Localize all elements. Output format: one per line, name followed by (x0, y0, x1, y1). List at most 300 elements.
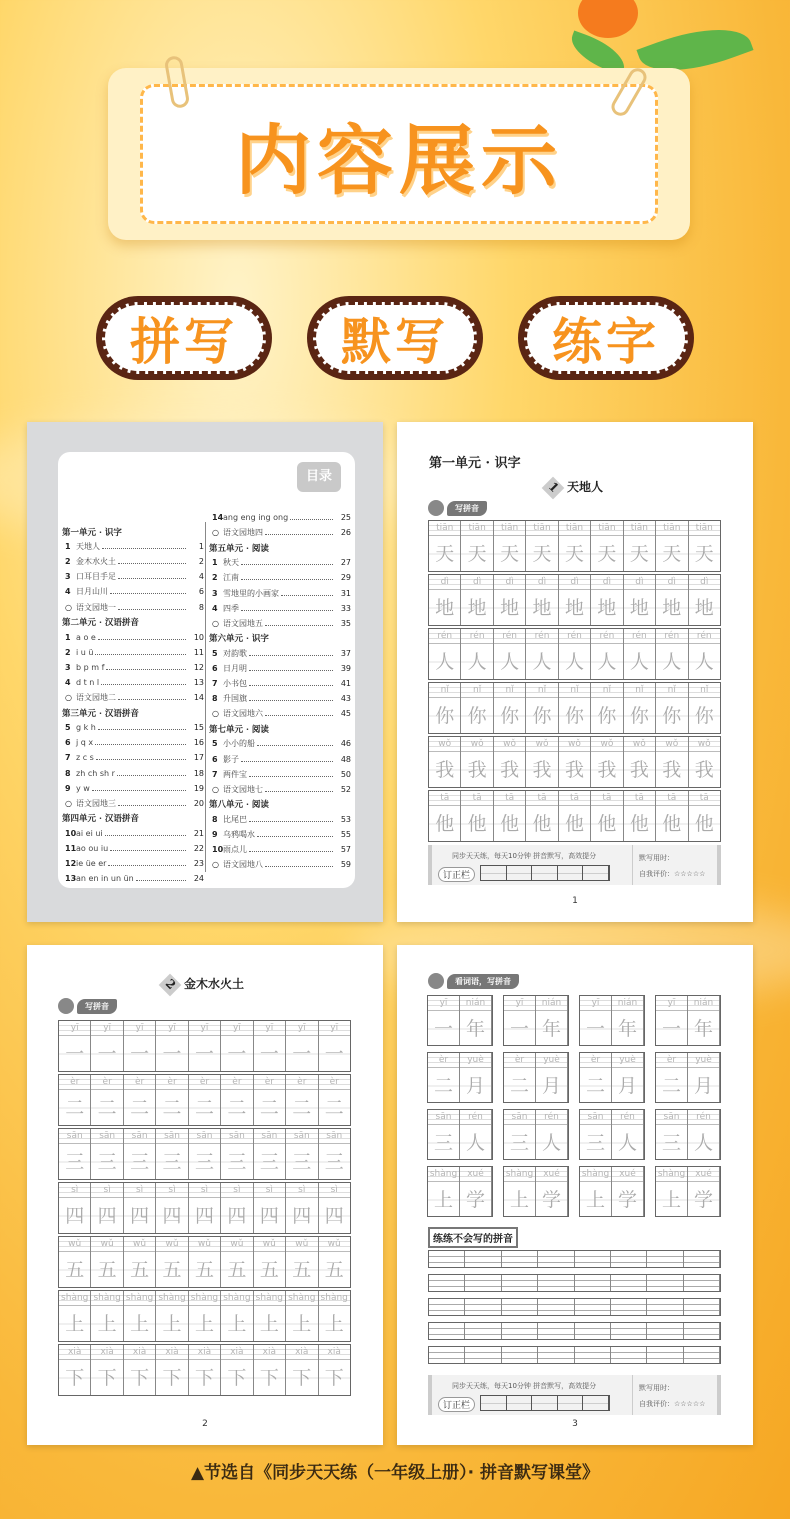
toc-leader-dots (108, 861, 186, 866)
writing-cell (91, 1075, 123, 1125)
writing-cell (319, 1183, 350, 1233)
toc-leader-dots (92, 786, 186, 791)
character-guide: 二 (189, 1090, 220, 1126)
toc-entry-number: 6 (65, 738, 71, 748)
writing-cell (428, 996, 460, 1045)
character-guide: 你 (526, 698, 557, 734)
character-guide: 一 (189, 1036, 220, 1072)
toc-entry-page: 26 (340, 528, 351, 538)
toc-entry-page: 55 (340, 830, 351, 840)
grid-row (428, 574, 721, 626)
writing-cell (526, 791, 558, 841)
writing-cell (254, 1021, 286, 1071)
toc-leader-dots (265, 621, 333, 626)
writing-cell (559, 737, 591, 787)
writing-cell (536, 996, 568, 1045)
writing-cell (221, 1021, 253, 1071)
pinyin-guide: èr (189, 1075, 220, 1090)
character-guide: 一 (221, 1036, 252, 1072)
toc-entry-page: 41 (340, 679, 351, 689)
character-guide: 我 (494, 752, 525, 788)
writing-cell (461, 791, 493, 841)
toc-leader-dots (241, 575, 333, 580)
word-box (579, 1166, 645, 1217)
pinyin-guide: tiān (624, 521, 655, 536)
character-guide: 三 (286, 1144, 317, 1180)
pinyin-guide: wǔ (221, 1237, 252, 1252)
writing-cell (688, 1110, 720, 1159)
pinyin-guide: shàng (656, 1167, 687, 1182)
toc-entry-label: 语文园地五 (223, 618, 263, 628)
toc-entry-page: 4 (198, 572, 204, 582)
toc-entry-number: 4 (65, 677, 71, 687)
toc-entry-label: 语文园地六 (223, 709, 263, 719)
character-guide: 我 (429, 752, 460, 788)
toc-entry-label: 影子 (223, 754, 239, 764)
toc-entry-page: 50 (340, 769, 351, 779)
character-guide: 四 (319, 1198, 350, 1234)
toc-entry-number: ○ (65, 693, 72, 703)
writing-cell (559, 629, 591, 679)
character-guide: 下 (91, 1360, 122, 1396)
writing-cell (688, 1053, 720, 1102)
pinyin-guide: sì (189, 1183, 220, 1198)
pinyin-guide: nǐ (624, 683, 655, 698)
page-number: 2 (202, 1419, 208, 1429)
toc-entry (209, 570, 351, 585)
character-guide: 二 (221, 1090, 252, 1126)
character-guide: 三 (189, 1144, 220, 1180)
character-guide: 二 (319, 1090, 350, 1126)
pinyin-guide: xià (156, 1345, 187, 1360)
writing-cell (189, 1345, 221, 1395)
toc-entry (62, 796, 204, 811)
pill-pinyin-writing: 拼写 (96, 296, 272, 380)
pinyin-guide: dì (689, 575, 720, 590)
toc-leader-dots (281, 591, 333, 596)
toc-entry-number: 10 (212, 845, 224, 855)
character-guide: 四 (221, 1198, 252, 1234)
pinyin-guide: xué (536, 1167, 567, 1182)
character-guide: 他 (591, 806, 622, 842)
writing-cell (189, 1021, 221, 1071)
toc-entry-label: y w (76, 783, 90, 793)
word-box (579, 995, 645, 1046)
writing-cell (59, 1183, 91, 1233)
toc-entry-page: 39 (340, 663, 351, 673)
character-guide: 上 (504, 1182, 535, 1218)
pinyin-guide: rén (624, 629, 655, 644)
word-box (503, 1052, 569, 1103)
character-guide: 一 (156, 1036, 187, 1072)
pinyin-guide: sān (221, 1129, 252, 1144)
character-guide: 人 (559, 644, 590, 680)
writing-cell (591, 683, 623, 733)
writing-cell (124, 1075, 156, 1125)
character-guide: 你 (494, 698, 525, 734)
pinyin-guide: wǒ (461, 737, 492, 752)
character-guide: 学 (612, 1182, 643, 1218)
pinyin-guide: wǒ (559, 737, 590, 752)
writing-cell (124, 1129, 156, 1179)
writing-cell (461, 521, 493, 571)
toc-entry-number: 13 (65, 874, 77, 884)
writing-cell (91, 1237, 123, 1287)
writing-cell (504, 996, 536, 1045)
writing-cell (461, 629, 493, 679)
toc-entry (209, 691, 351, 706)
writing-cell (189, 1129, 221, 1179)
toc-entry (62, 554, 204, 569)
character-guide: 下 (59, 1360, 90, 1396)
pinyin-guide: rén (429, 629, 460, 644)
writing-cell (286, 1129, 318, 1179)
four-line-row (428, 1346, 721, 1364)
writing-cell (526, 683, 558, 733)
caption: ▲节选自《同步天天练（一年级上册）· 拼音默写课堂》 (191, 1463, 599, 1483)
toc-entry-page: 25 (340, 513, 351, 523)
pinyin-guide: shàng (124, 1291, 155, 1306)
writing-cell (504, 1110, 536, 1159)
kid-icon (428, 500, 444, 516)
pinyin-guide: sān (189, 1129, 220, 1144)
character-guide: 下 (286, 1360, 317, 1396)
pinyin-guide: nǐ (429, 683, 460, 698)
character-guide: 地 (429, 590, 460, 626)
toc-entry-page: 57 (340, 845, 351, 855)
pinyin-guide: dì (494, 575, 525, 590)
toc-entry-label: ai ei ui (76, 828, 103, 838)
toc-entry-number: 7 (212, 769, 218, 779)
grid-row (428, 790, 721, 842)
toc-entry-page: 53 (340, 814, 351, 824)
writing-cell (536, 1110, 568, 1159)
writing-cell (59, 1291, 91, 1341)
word-box (579, 1109, 645, 1160)
character-guide: 上 (156, 1306, 187, 1342)
writing-cell (254, 1291, 286, 1341)
pinyin-guide: tiān (461, 521, 492, 536)
toc-entry (62, 645, 204, 660)
page-number: 3 (572, 1419, 578, 1429)
toc-page (27, 422, 383, 922)
pinyin-guide: wǔ (286, 1237, 317, 1252)
character-guide: 二 (91, 1090, 122, 1126)
toc-entry-page: 10 (193, 632, 204, 642)
toc-entry-label: 秋天 (223, 558, 239, 568)
pinyin-guide: wǒ (429, 737, 460, 752)
character-guide: 二 (428, 1068, 459, 1104)
pinyin-guide: èr (156, 1075, 187, 1090)
pinyin-guide: dì (656, 575, 687, 590)
pinyin-guide: wǒ (624, 737, 655, 752)
toc-entry-label: 日月明 (223, 663, 247, 673)
writing-cell (591, 791, 623, 841)
writing-cell (624, 791, 656, 841)
toc-leader-dots (249, 772, 333, 777)
toc-unit-heading: 第一单元 · 识字 (62, 527, 122, 538)
toc-entry-label: 语文园地七 (223, 784, 263, 794)
toc-entry-label: 雨点儿 (223, 845, 247, 855)
pinyin-guide: shàng (91, 1291, 122, 1306)
character-guide: 五 (286, 1252, 317, 1288)
writing-cell (656, 737, 688, 787)
character-guide: 三 (319, 1144, 350, 1180)
toc-entry-label: i u ü (76, 647, 94, 657)
toc-entry (209, 827, 351, 842)
toc-leader-dots (101, 680, 186, 685)
character-guide: 二 (504, 1068, 535, 1104)
character-guide: 你 (624, 698, 655, 734)
writing-cell (254, 1237, 286, 1287)
toc-leader-dots (96, 755, 186, 760)
writing-cell (689, 521, 720, 571)
toc-unit-heading: 第五单元 · 阅读 (209, 543, 269, 554)
character-guide: 一 (656, 1011, 687, 1047)
pinyin-guide: shàng (59, 1291, 90, 1306)
toc-entry (209, 661, 351, 676)
writing-cell (189, 1183, 221, 1233)
writing-cell (656, 996, 688, 1045)
grid-row (58, 1128, 351, 1180)
pinyin-guide: èr (504, 1053, 535, 1068)
character-guide: 天 (429, 536, 460, 572)
character-guide: 三 (59, 1144, 90, 1180)
writing-cell (656, 1053, 688, 1102)
grid-row (58, 1344, 351, 1396)
toc-entry-number: 6 (212, 754, 218, 764)
section-header: 看词语，写拼音 (428, 973, 519, 989)
grid-row (428, 682, 721, 734)
toc-leader-dots (98, 725, 186, 730)
banner-title: 内容展示 (235, 115, 563, 205)
workbook-page-3 (397, 945, 753, 1445)
toc-entry-number: ○ (212, 528, 219, 538)
toc-leader-dots (290, 515, 333, 520)
pinyin-guide: shàng (580, 1167, 611, 1182)
toc-entry-page: 8 (198, 602, 204, 612)
pinyin-guide: rén (536, 1110, 567, 1125)
pinyin-guide: xià (59, 1345, 90, 1360)
toc-entry-number: ○ (212, 709, 219, 719)
toc-entry-label: 四季 (223, 603, 239, 613)
toc-entry-label: 语文园地八 (223, 860, 263, 870)
writing-cell (429, 791, 461, 841)
pinyin-guide: tā (526, 791, 557, 806)
unit-title: 第一单元 · 识字 (429, 456, 521, 471)
pinyin-guide: yuè (536, 1053, 567, 1068)
pinyin-guide: rén (526, 629, 557, 644)
character-guide: 人 (688, 1125, 719, 1161)
writing-cell (656, 521, 688, 571)
character-guide: 下 (124, 1360, 155, 1396)
toc-leader-dots (118, 574, 186, 579)
toc-entry-label: ie üe er (76, 859, 107, 869)
writing-cell (688, 1167, 720, 1216)
toc-entry-number: 11 (65, 844, 77, 854)
pinyin-guide: tiān (591, 521, 622, 536)
character-guide: 下 (189, 1360, 220, 1396)
pinyin-guide: shàng (428, 1167, 459, 1182)
four-line-row (428, 1322, 721, 1340)
pill-dictation: 默写 (307, 296, 483, 380)
writing-cell (461, 575, 493, 625)
word-box (427, 1166, 493, 1217)
toc-entry-label: a o e (76, 632, 96, 642)
toc-leader-dots (241, 757, 333, 762)
toc-entry-number: 6 (212, 663, 218, 673)
pinyin-guide: yī (124, 1021, 155, 1036)
writing-cell (494, 737, 526, 787)
pinyin-guide: sān (254, 1129, 285, 1144)
writing-cell (221, 1183, 253, 1233)
kid-icon (58, 998, 74, 1014)
character-guide: 二 (656, 1068, 687, 1104)
toc-badge: 目录 (297, 462, 341, 492)
character-guide: 四 (91, 1198, 122, 1234)
word-box (503, 995, 569, 1046)
toc-entry (209, 752, 351, 767)
pinyin-guide: nǐ (526, 683, 557, 698)
writing-cell (91, 1345, 123, 1395)
pinyin-guide: shàng (221, 1291, 252, 1306)
pinyin-guide: wǔ (91, 1237, 122, 1252)
writing-cell (689, 575, 720, 625)
character-guide: 他 (494, 806, 525, 842)
toc-leader-dots (249, 651, 333, 656)
four-line-row (428, 1250, 721, 1268)
writing-cell (319, 1129, 350, 1179)
writing-cell (526, 629, 558, 679)
writing-cell (624, 575, 656, 625)
pinyin-guide: rén (612, 1110, 643, 1125)
pinyin-guide: nǐ (656, 683, 687, 698)
toc-entry (209, 525, 351, 540)
character-guide: 人 (591, 644, 622, 680)
toc-entry-number: ○ (65, 602, 72, 612)
writing-cell (689, 683, 720, 733)
character-guide: 你 (559, 698, 590, 734)
toc-entry-label: 江南 (223, 573, 239, 583)
character-guide: 我 (624, 752, 655, 788)
character-guide: 五 (156, 1252, 187, 1288)
character-guide: 我 (689, 752, 720, 788)
grid-row (58, 1020, 351, 1072)
toc-entry-number: 12 (65, 859, 77, 869)
writing-cell (536, 1167, 568, 1216)
pinyin-guide: xué (612, 1167, 643, 1182)
toc-leader-dots (249, 696, 333, 701)
character-guide: 上 (221, 1306, 252, 1342)
pinyin-guide: wǔ (254, 1237, 285, 1252)
toc-unit-heading: 第四单元 · 汉语拼音 (62, 814, 139, 825)
character-guide: 你 (429, 698, 460, 734)
toc-entry-page: 59 (340, 860, 351, 870)
character-guide: 地 (461, 590, 492, 626)
writing-cell (189, 1237, 221, 1287)
character-guide: 天 (559, 536, 590, 572)
toc-entry-number: 9 (212, 830, 218, 840)
pinyin-guide: wǒ (526, 737, 557, 752)
writing-cell (286, 1291, 318, 1341)
character-guide: 人 (624, 644, 655, 680)
character-guide: 你 (591, 698, 622, 734)
character-guide: 他 (429, 806, 460, 842)
writing-cell (124, 1291, 156, 1341)
character-guide: 上 (124, 1306, 155, 1342)
toc-entry-number: 4 (65, 587, 71, 597)
pinyin-guide: rén (591, 629, 622, 644)
writing-cell (536, 1053, 568, 1102)
character-guide: 我 (559, 752, 590, 788)
pinyin-guide: sì (254, 1183, 285, 1198)
writing-grid (58, 1020, 351, 1398)
toc-entry (62, 735, 204, 750)
character-guide: 人 (689, 644, 720, 680)
writing-cell (319, 1291, 350, 1341)
writing-cell (624, 629, 656, 679)
page-number: 1 (572, 896, 578, 906)
word-box (579, 1052, 645, 1103)
pinyin-guide: sān (91, 1129, 122, 1144)
pinyin-guide: tā (429, 791, 460, 806)
pinyin-guide: sì (124, 1183, 155, 1198)
pinyin-guide: yī (59, 1021, 90, 1036)
character-guide: 上 (656, 1182, 687, 1218)
lesson-number: 1 (542, 477, 565, 500)
toc-entry-label: ang eng ing ong (223, 513, 289, 523)
character-guide: 上 (91, 1306, 122, 1342)
toc-leader-dots (106, 665, 186, 670)
four-line-row (428, 1274, 721, 1292)
character-guide: 年 (536, 1011, 567, 1047)
workbook-page-2 (27, 945, 383, 1445)
grid-row (428, 520, 721, 572)
toc-entry-label: 对韵歌 (223, 648, 247, 658)
toc-leader-dots (105, 831, 186, 836)
toc-unit-heading: 第二单元 · 汉语拼音 (62, 618, 139, 629)
toc-entry-label: 语文园地四 (223, 528, 263, 538)
toc-entry-number: ○ (212, 618, 219, 628)
word-grid (427, 995, 723, 1217)
writing-cell (656, 791, 688, 841)
toc-entry (62, 750, 204, 765)
toc-leader-dots (95, 740, 186, 745)
character-guide: 三 (656, 1125, 687, 1161)
character-guide: 天 (591, 536, 622, 572)
character-guide: 二 (124, 1090, 155, 1126)
character-guide: 他 (624, 806, 655, 842)
pinyin-guide: xià (286, 1345, 317, 1360)
toc-leader-dots (249, 681, 333, 686)
character-guide: 三 (221, 1144, 252, 1180)
toc-entry-label: 比尾巴 (223, 814, 247, 824)
character-guide: 他 (461, 806, 492, 842)
character-guide: 五 (91, 1252, 122, 1288)
toc-entry (62, 781, 204, 796)
toc-leader-dots (265, 711, 333, 716)
character-guide: 二 (286, 1090, 317, 1126)
pinyin-guide: sì (286, 1183, 317, 1198)
character-guide: 月 (460, 1068, 491, 1104)
writing-cell (428, 1053, 460, 1102)
character-guide: 三 (504, 1125, 535, 1161)
pinyin-guide: rén (494, 629, 525, 644)
pinyin-guide: tiān (526, 521, 557, 536)
writing-cell (221, 1291, 253, 1341)
pinyin-guide: tiān (656, 521, 687, 536)
toc-entry-page: 22 (193, 844, 204, 854)
